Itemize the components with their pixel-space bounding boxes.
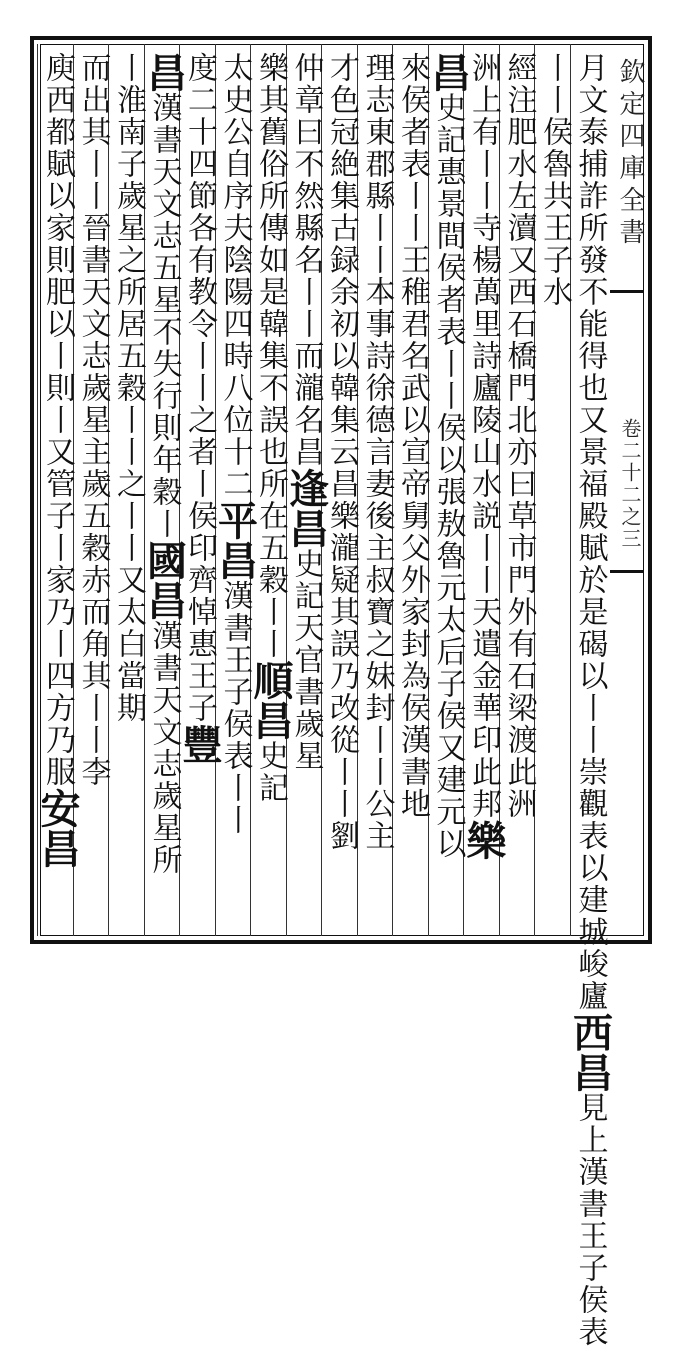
volume-label: 卷二十二之三 [618,418,642,550]
heading-term: 西昌 [566,1012,614,1092]
book-title: 欽定四庫全書 [615,58,645,250]
heading-term: 安昌 [34,788,81,868]
text-run: 史記 [253,740,288,804]
text-column [566,52,614,1348]
text-run: 度二十四節各有教令丨丨之者丨 [182,52,217,500]
heading-term: 豐 [176,724,223,764]
text-run: 史記惠景間侯者表丨丨侯以張敖魯元太后子侯又建元以 [430,92,466,860]
text-run: 來侯者表丨丨王稚君名武以宣帝舅父外家封為侯漢書地 [395,52,430,820]
text-run: 漢書天文志五星不失行則年穀丨 [146,92,182,540]
text-run: 樂其舊俗所傳如是韓集不誤也 [253,52,288,468]
text-run: 仲章曰不然縣名丨丨而瀧名昌 [288,52,324,468]
heading-term: 樂 [460,820,507,860]
header-rule-bottom [610,570,644,573]
text-run: 丨丨侯魯共王子水 [537,52,572,308]
text-run: 洲上有丨丨寺楊萬里詩廬陵山水説丨丨天遣金華印此邦 [466,52,501,820]
text-run: 漢書天文志歲星所 [146,620,182,876]
heading-term: 國昌 [140,540,188,620]
text-run: 賦於是碣以丨丨崇觀表以建城峻廬 [572,532,608,1012]
text-column [140,52,188,930]
header-rule-top [610,290,644,293]
heading-term: 逢昌 [282,468,330,548]
text-run: 庾西都賦以家則肥以丨則丨又管子丨家乃丨四方乃服 [40,52,75,788]
text-column [460,52,507,930]
text-column [211,52,259,930]
text-run: 太史公自序夫陰陽四時八位十二 [217,52,253,500]
text-run: 才色冠絶集古録余初以韓集云昌樂瀧疑其誤乃改從丨丨劉 [324,52,359,852]
heading-term: 昌 [140,52,188,92]
text-column [34,52,81,930]
text-column [247,52,294,930]
text-column [424,52,472,930]
text-run: 理志東郡縣丨丨本事詩徐德言妻後主叔寶之妹封丨丨公主 [359,52,395,852]
text-column [282,52,330,930]
text-run: 月文泰捕詐所發不能得也又景福殿 [572,52,608,532]
heading-term: 順昌 [247,660,294,740]
text-run: 史記天官書歲星 [288,548,324,772]
text-column [176,52,223,930]
text-run: 丨淮南子歲星之所居五穀丨丨 [111,52,146,468]
text-column [502,52,536,930]
text-run: 之丨丨又太白當期 [111,468,146,724]
text-run: 侯印齊悼惠王子 [182,500,217,724]
text-run: 漢書王子侯表丨丨 [217,580,253,836]
text-column [395,52,429,930]
text-run: 所在五穀丨丨 [253,468,288,660]
text-run: 見上漢書王子侯表 [572,1092,608,1348]
text-column [360,52,394,930]
text-column [111,52,145,930]
text-run: 經注肥水左瀆又西石橋門北亦曰草市門外有石梁渡此洲 [501,52,537,820]
heading-term: 昌 [424,52,472,92]
heading-term: 平昌 [211,500,259,580]
text-run: 而出其丨丨晉書天文志歲星主歲五穀赤而角其丨丨李 [75,52,111,788]
text-column [537,52,571,930]
